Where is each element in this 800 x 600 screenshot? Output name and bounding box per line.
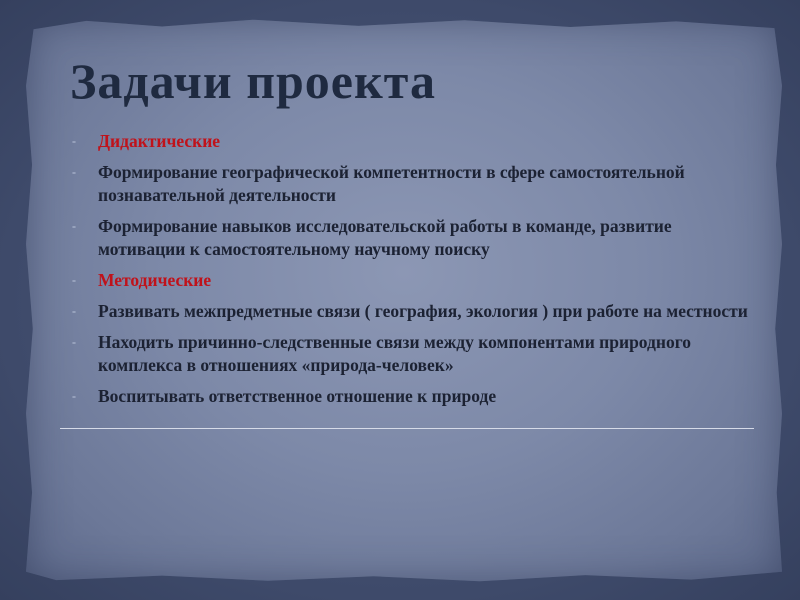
bullet-text: Воспитывать ответственное отношение к природе [98,386,497,406]
bullet-item [70,331,750,377]
bullet-text: Формирование навыков исследовательской работы в команде, развитие мотивации к самостоятельному научному поиску [98,216,672,259]
bullet-item [70,215,750,261]
bullet-marker: - [72,304,76,318]
bullet-item [70,130,750,153]
bullet-heading-methodical: Методические [98,270,212,290]
bullet-item [70,269,750,292]
bullet-text: Формирование географической компетентности в сфере самостоятельной познавательной деятельности [98,162,685,205]
bullet-marker: - [72,273,76,287]
bullet-heading-didactic: Дидактические [98,131,221,151]
bullet-list [70,130,750,416]
bullet-item [70,161,750,207]
bullet-item [70,385,750,408]
bullet-marker: - [72,134,76,148]
bullet-text: Находить причинно-следственные связи между компонентами природного комплекса в отношениях «природа-человек» [98,332,691,375]
slide-title: Задачи проекта [70,53,436,109]
bullet-text: Развивать межпредметные связи ( география, экология ) при работе на местности [98,301,748,321]
bullet-item [70,300,750,323]
bullet-marker: - [72,389,76,403]
divider-line [60,428,754,429]
bullet-marker: - [72,219,76,233]
bullet-marker: - [72,165,76,179]
bullet-marker: - [72,335,76,349]
